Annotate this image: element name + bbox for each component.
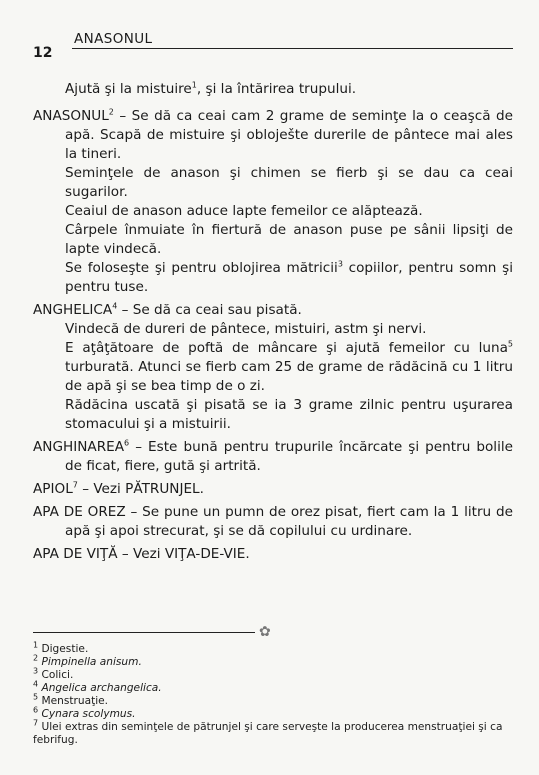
running-head: ANASONUL bbox=[74, 31, 153, 47]
footnote-number: 6 bbox=[33, 705, 39, 715]
footnote-number: 4 bbox=[33, 679, 39, 689]
dictionary-entry bbox=[33, 107, 513, 297]
dictionary-body bbox=[33, 66, 513, 568]
entry-paragraph: Vindecă de dureri de pântece, mistuiri, astm şi nervi. bbox=[65, 320, 427, 337]
footnote bbox=[33, 640, 513, 656]
footnote-text: Menstruaţie. bbox=[38, 695, 109, 707]
entry-headword-line: ANGHELICA$^4$ – Se dă ca ceai sau pisată. bbox=[33, 301, 302, 318]
entry-paragraph: E aţâţătoare de poftă de mâncare şi ajută femeilor cu luna$^5$ turburată. Atunci se fierb cam 25 de grame de rădăcină cu 1 litru de apă şi se bea timp de o zi. bbox=[65, 339, 513, 394]
header-rule bbox=[72, 48, 513, 49]
entry-headword-line: ANGHINAREA$^6$ – Este bună pentru trupurile încărcate şi pentru bolile de ficat, fiere, gută şi artrită. bbox=[33, 438, 513, 474]
entry-paragraph: Cârpele înmuiate în fiertură de anason puse pe sânii lipsiţi de lapte vindecă. bbox=[65, 221, 513, 257]
footnote-number: 7 bbox=[33, 718, 39, 728]
footnote bbox=[33, 718, 513, 747]
page-number: 12 bbox=[33, 45, 53, 61]
footnote bbox=[33, 666, 513, 682]
dictionary-entry bbox=[33, 503, 513, 541]
dictionary-entry bbox=[33, 545, 513, 564]
entry-list bbox=[33, 107, 513, 564]
footnote bbox=[33, 692, 513, 708]
footnote bbox=[33, 705, 513, 721]
footnote-number: 2 bbox=[33, 653, 39, 663]
footnote-text: Pimpinella anisum. bbox=[38, 656, 142, 668]
entry-headword-line: APA DE VIŢĂ – Vezi VIŢA-DE-VIE. bbox=[33, 545, 250, 562]
dictionary-entry bbox=[33, 301, 513, 434]
footnote-number: 5 bbox=[33, 692, 39, 702]
footnote bbox=[33, 653, 513, 669]
entry-paragraph: Seminţele de anason şi chimen se fierb şi se dau ca ceai sugarilor. bbox=[65, 164, 513, 200]
ornament-icon: ✿ bbox=[259, 624, 271, 640]
footnotes bbox=[33, 640, 513, 747]
footnote-text: Angelica archangelica. bbox=[38, 682, 162, 694]
dictionary-entry bbox=[33, 438, 513, 476]
footnote-number: 1 bbox=[33, 640, 39, 650]
footnote-text: Digestie. bbox=[38, 643, 89, 655]
continued-text: Ajută şi la mistuire$^1$, şi la întărirea trupului. bbox=[65, 80, 357, 97]
entry-paragraph: Ceaiul de anason aduce lapte femeilor ce alăptează. bbox=[65, 202, 423, 219]
dictionary-entry bbox=[33, 480, 513, 499]
footnote-rule bbox=[33, 632, 255, 633]
entry-paragraph: Rădăcina uscată şi pisată se ia 3 grame zilnic pentru uşurarea stomacului şi a mistuirii. bbox=[65, 396, 513, 432]
entry-headword-line: ANASONUL$^2$ – Se dă ca ceai cam 2 grame de seminţe la o ceaşcă de apă. Scapă de mistuire şi obloješte durerile de pântece mai ales la tineri. bbox=[33, 107, 513, 162]
entry-paragraph: Se foloseşte şi pentru oblojirea mătricii$^3$ copiilor, pentru somn şi pentru tuse. bbox=[65, 259, 513, 295]
footnote-text: Ulei extras din seminţele de pătrunjel şi care serveşte la producerea menstruaţiei şi ca febrifug. bbox=[33, 721, 503, 746]
footnote-text: Cynara scolymus. bbox=[38, 708, 136, 720]
entry-headword-line: APA DE OREZ – Se pune un pumn de orez pisat, fiert cam la 1 litru de apă şi apoi strecurat, şi se dă copilului cu urdinare. bbox=[33, 503, 513, 539]
footnote-text: Colici. bbox=[38, 669, 74, 681]
footnote-number: 3 bbox=[33, 666, 39, 676]
entry-headword-line: APIOL$^7$ – Vezi PĂTRUNJEL. bbox=[33, 480, 204, 497]
footnote bbox=[33, 679, 513, 695]
